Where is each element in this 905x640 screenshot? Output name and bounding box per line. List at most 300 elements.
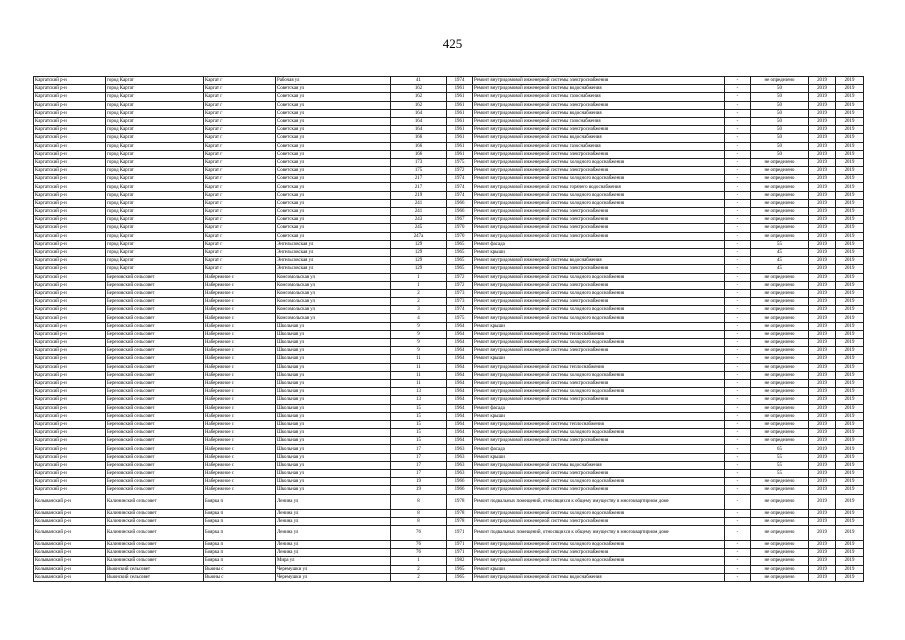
cell-year-start: 2019 [809, 461, 836, 469]
cell-settlement: город Каргат [106, 183, 204, 191]
cell-street: Советская ул [276, 93, 391, 101]
cell-house: 162 [391, 101, 447, 109]
cell-street: Школьная ул [276, 445, 391, 453]
cell-year-start: 2019 [809, 199, 836, 207]
cell-year: 1964 [447, 420, 473, 428]
cell-year: 1964 [447, 412, 473, 420]
cell-year-start: 2019 [809, 363, 836, 371]
table-row [34, 453, 864, 461]
cell-year-end: 2019 [836, 85, 864, 93]
table-row [34, 257, 864, 265]
cell-year-end: 2019 [836, 412, 864, 420]
cell-house: 129 [391, 248, 447, 256]
table-row [34, 396, 864, 404]
cell-volume: 55 [751, 470, 809, 478]
cell-house: 166 [391, 150, 447, 158]
cell-settlement: Березовский сельсовет [106, 461, 204, 469]
cell-settlement: город Каргат [106, 175, 204, 183]
table-row [34, 549, 864, 557]
repair-schedule-table [33, 76, 864, 582]
cell-district: Каргатский р-н [34, 232, 106, 240]
cell-year-end: 2019 [836, 240, 864, 248]
cell-year-start: 2019 [809, 77, 836, 85]
cell-street: Школьная ул [276, 371, 391, 379]
cell-year: 1966 [447, 486, 473, 494]
cell-locality: Набережное с [204, 289, 276, 297]
cell-locality: Набережное с [204, 306, 276, 314]
cell-house: 173 [391, 158, 447, 166]
cell-locality: Каргат г [204, 232, 276, 240]
cell-locality: Каргат г [204, 167, 276, 175]
cell-volume: 50 [751, 85, 809, 93]
cell-settlement: Березовский сельсовет [106, 339, 204, 347]
cell-year-start: 2019 [809, 281, 836, 289]
cell-year: 1972 [447, 281, 473, 289]
cell-street: Школьная ул [276, 379, 391, 387]
cell-year-start: 2019 [809, 429, 836, 437]
cell-house: 164 [391, 126, 447, 134]
cell-year: 1963 [447, 453, 473, 461]
cell-work-type: Ремонт внутридомовой инженерной системы холодного водоснабжения [473, 314, 725, 322]
cell-house: 2 [391, 565, 447, 573]
table-row [34, 388, 864, 396]
table-row [34, 412, 864, 420]
cell-street: Школьная ул [276, 461, 391, 469]
cell-work-type: Ремонт внутридомовой инженерной системы водоснабжения [473, 109, 725, 117]
cell-district: Каргатский р-н [34, 396, 106, 404]
cell-locality: Набережное с [204, 478, 276, 486]
cell-house: 15 [391, 429, 447, 437]
cell-locality: Каргат г [204, 93, 276, 101]
cell-dash: - [725, 404, 751, 412]
cell-year: 1964 [447, 429, 473, 437]
cell-year-start: 2019 [809, 445, 836, 453]
cell-year-end: 2019 [836, 101, 864, 109]
cell-year-start: 2019 [809, 549, 836, 557]
cell-settlement: Вьюнский сельсовет [106, 573, 204, 581]
cell-locality: Каргат г [204, 77, 276, 85]
cell-year-start: 2019 [809, 142, 836, 150]
cell-work-type: Ремонт внутридомовой инженерной системы холодного водоснабжения [473, 557, 725, 565]
cell-house: 15 [391, 420, 447, 428]
cell-work-type: Ремонт фасада [473, 404, 725, 412]
cell-house: 1 [391, 273, 447, 281]
cell-district: Каргатский р-н [34, 183, 106, 191]
cell-settlement: город Каргат [106, 167, 204, 175]
cell-settlement: Березовский сельсовет [106, 281, 204, 289]
cell-work-type: Ремонт внутридомовой инженерной системы холодного водоснабжения [473, 191, 725, 199]
cell-volume: 55 [751, 453, 809, 461]
cell-house: 76 [391, 549, 447, 557]
cell-locality: Набережное с [204, 453, 276, 461]
cell-year-end: 2019 [836, 371, 864, 379]
table-row [34, 314, 864, 322]
cell-district: Каргатский р-н [34, 486, 106, 494]
cell-volume: не определено [751, 517, 809, 525]
cell-year-start: 2019 [809, 339, 836, 347]
cell-street: Школьная ул [276, 470, 391, 478]
cell-year-start: 2019 [809, 167, 836, 175]
cell-settlement: город Каргат [106, 216, 204, 224]
cell-street: Школьная ул [276, 404, 391, 412]
cell-work-type: Ремонт внутридомовой инженерной системы электроснабжения [473, 224, 725, 232]
cell-house: 9 [391, 322, 447, 330]
cell-district: Каргатский р-н [34, 478, 106, 486]
cell-street: Советская ул [276, 216, 391, 224]
cell-dash: - [725, 573, 751, 581]
cell-district: Каргатский р-н [34, 363, 106, 371]
cell-year: 1971 [447, 549, 473, 557]
cell-volume: не определено [751, 330, 809, 338]
cell-work-type: Ремонт внутридомовой инженерной системы газоснабжения [473, 142, 725, 150]
cell-volume: не определено [751, 486, 809, 494]
cell-district: Каргатский р-н [34, 224, 106, 232]
cell-district: Каргатский р-н [34, 134, 106, 142]
cell-district: Каргатский р-н [34, 257, 106, 265]
cell-work-type: Ремонт внутридомовой инженерной системы электроснабжения [473, 167, 725, 175]
cell-house: 17 [391, 470, 447, 478]
cell-work-type: Ремонт внутридомовой инженерной системы газоснабжения [473, 117, 725, 125]
cell-locality: Набережное с [204, 420, 276, 428]
cell-work-type: Ремонт внутридомовой инженерной системы электроснабжения [473, 77, 725, 85]
cell-volume: 50 [751, 134, 809, 142]
cell-locality: Каргат г [204, 150, 276, 158]
cell-year-start: 2019 [809, 109, 836, 117]
cell-settlement: Березовский сельсовет [106, 429, 204, 437]
cell-settlement: город Каргат [106, 134, 204, 142]
cell-work-type: Ремонт внутридомовой инженерной системы горячего водоснабжения [473, 183, 725, 191]
cell-work-type: Ремонт внутридомовой инженерной системы водоснабжения [473, 461, 725, 469]
cell-work-type: Ремонт крыши [473, 248, 725, 256]
cell-volume: 50 [751, 101, 809, 109]
cell-district: Каргатский р-н [34, 437, 106, 445]
cell-house: 162 [391, 85, 447, 93]
cell-year: 1965 [447, 265, 473, 273]
cell-year-start: 2019 [809, 216, 836, 224]
cell-locality: Боярка п [204, 509, 276, 517]
cell-work-type: Ремонт внутридомовой инженерной системы водоснабжения [473, 134, 725, 142]
cell-locality: Каргат г [204, 208, 276, 216]
cell-work-type: Ремонт внутридомовой инженерной системы холодного водоснабжения [473, 388, 725, 396]
cell-street: Советская ул [276, 183, 391, 191]
cell-volume: не определено [751, 379, 809, 387]
cell-dash: - [725, 117, 751, 125]
cell-district: Каргатский р-н [34, 117, 106, 125]
cell-volume: не определено [751, 371, 809, 379]
cell-volume: не определено [751, 208, 809, 216]
cell-year: 1971 [447, 540, 473, 548]
cell-settlement: город Каргат [106, 224, 204, 232]
cell-district: Каргатский р-н [34, 142, 106, 150]
cell-district: Каргатский р-н [34, 199, 106, 207]
cell-dash: - [725, 396, 751, 404]
table-row [34, 208, 864, 216]
cell-street: Комсомольская ул [276, 298, 391, 306]
cell-dash: - [725, 420, 751, 428]
cell-year: 1972 [447, 273, 473, 281]
cell-district: Каргатский р-н [34, 330, 106, 338]
cell-locality: Боярка п [204, 494, 276, 509]
cell-house: 1 [391, 557, 447, 565]
cell-year: 1978 [447, 509, 473, 517]
cell-dash: - [725, 224, 751, 232]
cell-district: Каргатский р-н [34, 339, 106, 347]
cell-district: Каргатский р-н [34, 429, 106, 437]
cell-year-end: 2019 [836, 355, 864, 363]
cell-settlement: город Каргат [106, 158, 204, 166]
cell-work-type: Ремонт внутридомовой инженерной системы газоснабжения [473, 93, 725, 101]
cell-street: Энгельсовская ул [276, 240, 391, 248]
cell-volume: не определено [751, 420, 809, 428]
cell-district: Каргатский р-н [34, 453, 106, 461]
cell-house: 11 [391, 371, 447, 379]
table-row [34, 273, 864, 281]
table-row [34, 248, 864, 256]
cell-work-type: Ремонт подвальных помещений, относящихся к общему имуществу в многоквартирном доме [473, 494, 725, 509]
cell-street: Школьная ул [276, 478, 391, 486]
cell-settlement: Березовский сельсовет [106, 453, 204, 461]
cell-volume: 55 [751, 240, 809, 248]
cell-district: Каргатский р-н [34, 167, 106, 175]
cell-street: Советская ул [276, 175, 391, 183]
cell-locality: Каргат г [204, 109, 276, 117]
cell-street: Школьная ул [276, 322, 391, 330]
cell-district: Колыванский р-н [34, 509, 106, 517]
cell-year-start: 2019 [809, 232, 836, 240]
cell-work-type: Ремонт внутридомовой инженерной системы холодного водоснабжения [473, 478, 725, 486]
cell-year: 1961 [447, 101, 473, 109]
cell-year-end: 2019 [836, 509, 864, 517]
cell-locality: Каргат г [204, 101, 276, 109]
cell-district: Каргатский р-н [34, 77, 106, 85]
cell-locality: Каргат г [204, 199, 276, 207]
cell-volume: 50 [751, 117, 809, 125]
cell-street: Советская ул [276, 191, 391, 199]
cell-dash: - [725, 85, 751, 93]
cell-work-type: Ремонт внутридомовой инженерной системы электроснабжения [473, 208, 725, 216]
cell-year-end: 2019 [836, 453, 864, 461]
cell-year-end: 2019 [836, 494, 864, 509]
cell-street: Советская ул [276, 150, 391, 158]
cell-locality: Набережное с [204, 314, 276, 322]
cell-year: 1974 [447, 175, 473, 183]
table-row [34, 437, 864, 445]
cell-locality: Боярка п [204, 517, 276, 525]
table-row [34, 404, 864, 412]
cell-year-end: 2019 [836, 216, 864, 224]
cell-house: 2 [391, 573, 447, 581]
cell-year: 1961 [447, 150, 473, 158]
cell-year-start: 2019 [809, 517, 836, 525]
cell-street: Школьная ул [276, 453, 391, 461]
cell-settlement: Калининский сельсовет [106, 540, 204, 548]
cell-house: 41 [391, 77, 447, 85]
cell-year-end: 2019 [836, 306, 864, 314]
cell-settlement: город Каргат [106, 257, 204, 265]
cell-year: 1965 [447, 240, 473, 248]
cell-dash: - [725, 322, 751, 330]
cell-year-start: 2019 [809, 486, 836, 494]
cell-house: 13 [391, 388, 447, 396]
cell-street: Школьная ул [276, 429, 391, 437]
cell-year-end: 2019 [836, 573, 864, 581]
cell-dash: - [725, 289, 751, 297]
cell-street: Советская ул [276, 167, 391, 175]
cell-year-start: 2019 [809, 101, 836, 109]
cell-year-end: 2019 [836, 445, 864, 453]
cell-house: 9 [391, 339, 447, 347]
cell-volume: не определено [751, 273, 809, 281]
cell-year-start: 2019 [809, 388, 836, 396]
cell-year-start: 2019 [809, 289, 836, 297]
cell-year: 1971 [447, 525, 473, 540]
cell-street: Советская ул [276, 232, 391, 240]
cell-locality: Боярка п [204, 557, 276, 565]
cell-settlement: Калининский сельсовет [106, 557, 204, 565]
cell-house: 19 [391, 486, 447, 494]
cell-dash: - [725, 109, 751, 117]
cell-work-type: Ремонт крыши [473, 565, 725, 573]
cell-district: Каргатский р-н [34, 371, 106, 379]
cell-house: 241 [391, 199, 447, 207]
cell-year: 1964 [447, 355, 473, 363]
cell-settlement: Березовский сельсовет [106, 388, 204, 396]
cell-house: 15 [391, 412, 447, 420]
table-row [34, 478, 864, 486]
cell-dash: - [725, 412, 751, 420]
cell-year: 1964 [447, 437, 473, 445]
cell-street: Школьная ул [276, 486, 391, 494]
cell-district: Каргатский р-н [34, 265, 106, 273]
cell-volume: не определено [751, 158, 809, 166]
table-row [34, 339, 864, 347]
cell-year: 1961 [447, 117, 473, 125]
cell-street: Школьная ул [276, 363, 391, 371]
cell-street: Советская ул [276, 208, 391, 216]
table-row [34, 470, 864, 478]
cell-dash: - [725, 517, 751, 525]
cell-dash: - [725, 509, 751, 517]
cell-year-start: 2019 [809, 85, 836, 93]
cell-street: Советская ул [276, 142, 391, 150]
table-row [34, 461, 864, 469]
cell-district: Каргатский р-н [34, 191, 106, 199]
cell-locality: Набережное с [204, 429, 276, 437]
table-row [34, 347, 864, 355]
cell-locality: Боярка п [204, 549, 276, 557]
cell-year-start: 2019 [809, 330, 836, 338]
cell-year: 1964 [447, 396, 473, 404]
cell-settlement: город Каргат [106, 265, 204, 273]
cell-street: Школьная ул [276, 437, 391, 445]
cell-year-end: 2019 [836, 142, 864, 150]
table-row [34, 134, 864, 142]
cell-work-type: Ремонт внутридомовой инженерной системы теплоснабжения [473, 420, 725, 428]
cell-year-end: 2019 [836, 557, 864, 565]
cell-year-start: 2019 [809, 93, 836, 101]
cell-dash: - [725, 363, 751, 371]
cell-year-start: 2019 [809, 420, 836, 428]
cell-street: Черемушки ул [276, 565, 391, 573]
cell-work-type: Ремонт крыши [473, 322, 725, 330]
cell-year-end: 2019 [836, 339, 864, 347]
cell-district: Колыванский р-н [34, 557, 106, 565]
cell-year-start: 2019 [809, 347, 836, 355]
cell-volume: не определено [751, 525, 809, 540]
cell-year-start: 2019 [809, 117, 836, 125]
cell-year: 1964 [447, 371, 473, 379]
cell-work-type: Ремонт внутридомовой инженерной системы электроснабжения [473, 486, 725, 494]
cell-year-start: 2019 [809, 134, 836, 142]
cell-street: Советская ул [276, 117, 391, 125]
cell-settlement: город Каргат [106, 109, 204, 117]
table-row [34, 175, 864, 183]
cell-year: 1966 [447, 208, 473, 216]
table-row [34, 232, 864, 240]
cell-locality: Боярка п [204, 525, 276, 540]
cell-dash: - [725, 216, 751, 224]
cell-district: Каргатский р-н [34, 420, 106, 428]
cell-year-end: 2019 [836, 388, 864, 396]
cell-work-type: Ремонт внутридомовой инженерной системы холодного водоснабжения [473, 158, 725, 166]
cell-year-start: 2019 [809, 478, 836, 486]
cell-street: Школьная ул [276, 388, 391, 396]
cell-house: 4 [391, 314, 447, 322]
cell-dash: - [725, 134, 751, 142]
cell-district: Каргатский р-н [34, 404, 106, 412]
cell-street: Советская ул [276, 85, 391, 93]
cell-house: 76 [391, 525, 447, 540]
cell-year-end: 2019 [836, 347, 864, 355]
cell-locality: Набережное с [204, 347, 276, 355]
cell-volume: 45 [751, 248, 809, 256]
cell-year-start: 2019 [809, 509, 836, 517]
cell-work-type: Ремонт фасада [473, 445, 725, 453]
cell-house: 76 [391, 540, 447, 548]
cell-work-type: Ремонт внутридомовой инженерной системы электроснабжения [473, 101, 725, 109]
cell-volume: 50 [751, 109, 809, 117]
cell-year-end: 2019 [836, 478, 864, 486]
cell-street: Школьная ул [276, 420, 391, 428]
cell-house: 2 [391, 289, 447, 297]
cell-house: 11 [391, 355, 447, 363]
cell-house: 15 [391, 404, 447, 412]
cell-district: Колыванский р-н [34, 565, 106, 573]
cell-dash: - [725, 557, 751, 565]
cell-street: Школьная ул [276, 330, 391, 338]
table-row [34, 509, 864, 517]
cell-dash: - [725, 248, 751, 256]
cell-settlement: Березовский сельсовет [106, 404, 204, 412]
cell-year: 1961 [447, 93, 473, 101]
cell-settlement: Калининский сельсовет [106, 517, 204, 525]
cell-volume: не определено [751, 549, 809, 557]
cell-volume: не определено [751, 191, 809, 199]
cell-volume: не определено [751, 322, 809, 330]
cell-volume: не определено [751, 557, 809, 565]
cell-volume: 50 [751, 93, 809, 101]
cell-district: Каргатский р-н [34, 248, 106, 256]
cell-district: Каргатский р-н [34, 85, 106, 93]
cell-volume: не определено [751, 573, 809, 581]
cell-year-start: 2019 [809, 306, 836, 314]
cell-house: 3 [391, 306, 447, 314]
cell-year-start: 2019 [809, 453, 836, 461]
table-row [34, 363, 864, 371]
cell-district: Каргатский р-н [34, 355, 106, 363]
cell-dash: - [725, 445, 751, 453]
cell-district: Каргатский р-н [34, 289, 106, 297]
